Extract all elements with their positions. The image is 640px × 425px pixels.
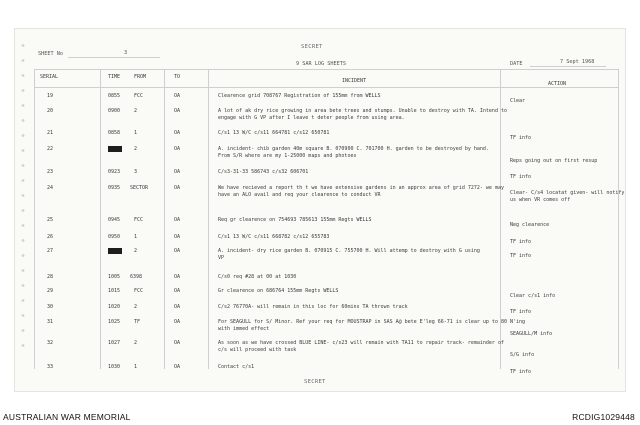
row-serial: 33 [47, 364, 54, 370]
institution-label: AUSTRALIAN WAR MEMORIAL [3, 412, 131, 422]
row-action-line: TF info [510, 174, 532, 180]
row-incident-line: A lot of ak dry rice growing in area bete trees and stumps. Unable to destroy with TA. Intend to [218, 108, 507, 114]
row-incident-line: A. incident- dry rice garden B. 070915 C. 755700 H. Will attemp to destroy with G using [218, 248, 480, 254]
sheet-underline [68, 57, 160, 58]
row-to: OA [174, 340, 181, 346]
row-serial: 30 [47, 304, 54, 310]
row-from: 1 [134, 234, 138, 240]
row-action-line: TF info [510, 135, 532, 141]
row-serial: 31 [47, 319, 54, 325]
col-divider-incident [208, 69, 209, 369]
col-header-action: ACTION [548, 81, 567, 87]
row-incident-line: From S/R where are my 1-25000 maps and photoes [218, 153, 357, 159]
row-incident-line: Req gr clearence on 754693 785613 155mm Regts WELLS [218, 217, 372, 223]
table-header-line [34, 87, 618, 88]
row-incident-line: Contact c/s1 [218, 364, 255, 370]
reference-id: RCDIG1029448 [572, 412, 635, 422]
col-header-serial: SERIAL [40, 74, 59, 80]
row-time: 1020 [108, 304, 121, 310]
row-time: 0923 [108, 169, 121, 175]
row-incident-line: A. incident- chib garden 40m square B. 070900 C. 701700 H. garden to be destroyed by hand. [218, 146, 489, 152]
row-incident-line: C/s1 13 W/C c/s11 668782 c/s12 655783 [218, 234, 330, 240]
row-time: 1025 [108, 319, 121, 325]
row-to: OA [174, 146, 181, 152]
row-to: OA [174, 274, 181, 280]
row-to: OA [174, 234, 181, 240]
row-incident-line: For SEAGULL for S/ Minor. Ref your req for MOUSTRAP in SAS A@ bete E'leg 66-71 is clear up to 80 N'ing [218, 319, 526, 325]
col-divider-to [164, 69, 165, 369]
row-incident-line: have an ALO avail and req your clearence to conduct VR [218, 192, 381, 198]
date-underline [530, 66, 606, 67]
col-divider-time [100, 69, 101, 369]
row-from: FCC [134, 288, 144, 294]
row-action-line: Reps going out on first resup [510, 158, 598, 164]
col-header-incident: INCIDENT [342, 78, 367, 84]
row-action-line: TF info [510, 369, 532, 375]
row-from: 2 [134, 108, 138, 114]
row-to: OA [174, 185, 181, 191]
row-from: 1 [134, 364, 138, 370]
row-action-line: SEAGULL/M info [510, 331, 553, 337]
row-serial: 29 [47, 288, 54, 294]
row-time: 1005 [108, 274, 121, 280]
row-time: 1015 [108, 288, 121, 294]
col-header-from: FROM [134, 74, 147, 80]
row-incident-line: C/s0 req #28 at 00 at 1030 [218, 274, 297, 280]
row-to: OA [174, 304, 181, 310]
row-incident-line: VP [218, 255, 225, 261]
row-from: 2 [134, 340, 138, 346]
row-serial: 24 [47, 185, 54, 191]
row-incident-line: C/s3-31-33 586743 c/s32 606701 [218, 169, 309, 175]
row-from: 2 [134, 304, 138, 310]
table-left-border [34, 69, 35, 369]
sheet-label: SHEET No [38, 51, 63, 57]
row-incident-line: We have recieved a report th t we have extensive gardens in an approx area of grid 7272- we may [218, 185, 504, 191]
row-time: 0858 [108, 130, 121, 136]
sheet-number: 3 [124, 50, 128, 56]
row-serial: 21 [47, 130, 54, 136]
row-from: 2 [134, 248, 138, 254]
binder-holes [20, 38, 26, 358]
row-time: 0915 [109, 146, 122, 152]
row-serial: 19 [47, 93, 54, 99]
row-from: FCC [134, 217, 144, 223]
row-action-line: Clear- C/s4 locatat given- will notify [510, 190, 625, 196]
date-value: 7 Sept 1968 [560, 59, 595, 65]
row-incident-line: C/s2 76770A- will remain in this loc for 60mins TA thrown track [218, 304, 408, 310]
col-header-time: TIME [108, 74, 121, 80]
row-from: SECTOR [130, 185, 149, 191]
row-incident-line: with immed effect [218, 326, 270, 332]
row-action-line: Clear [510, 98, 526, 104]
row-time: 0900 [108, 108, 121, 114]
row-to: OA [174, 319, 181, 325]
log-title: 9 SAR LOG SHEETS [296, 61, 346, 67]
row-incident-line: Clearence grid 708767 Registration of 155mm from WELLS [218, 93, 381, 99]
row-to: OA [174, 130, 181, 136]
row-time: 1027 [108, 340, 121, 346]
row-from: FCC [134, 93, 144, 99]
row-serial: 28 [47, 274, 54, 280]
classification-bottom: SECRET [304, 379, 326, 385]
row-to: OA [174, 169, 181, 175]
row-incident-line: C/s1 13 W/C c/s11 664781 c/s12 650781 [218, 130, 330, 136]
row-action-line: TF info [510, 239, 532, 245]
row-incident-line: engage with G VP after I leave t deter people from using area. [218, 115, 405, 121]
table-top-line [34, 69, 618, 70]
row-action-line: S/G info [510, 352, 535, 358]
table-right-border [618, 69, 619, 369]
row-time: 0951 [109, 248, 122, 254]
row-to: OA [174, 248, 181, 254]
row-action-line: TF info [510, 253, 532, 259]
row-from: 6398 [130, 274, 143, 280]
row-serial: 25 [47, 217, 54, 223]
row-action-line: us when VR comes off [510, 197, 571, 203]
row-incident-line: c/s will proceed with task [218, 347, 297, 353]
row-incident-line: Gr clearence on 686764 155mm Regts WELLS [218, 288, 339, 294]
log-sheet [14, 28, 626, 392]
row-serial: 22 [47, 146, 54, 152]
row-serial: 20 [47, 108, 54, 114]
row-to: OA [174, 288, 181, 294]
row-to: OA [174, 217, 181, 223]
row-action-line: Clear c/s1 info [510, 293, 556, 299]
row-time: 0855 [108, 93, 121, 99]
row-time: 0935 [108, 185, 121, 191]
row-from: TF [134, 319, 141, 325]
date-label: DATE [510, 61, 523, 67]
row-from: 3 [134, 169, 138, 175]
row-serial: 32 [47, 340, 54, 346]
row-action-line: TF info [510, 309, 532, 315]
row-time: 0945 [108, 217, 121, 223]
col-header-to: TO [174, 74, 181, 80]
row-incident-line: As soon as we have crossed BLUE LINE- c/s23 will remain with TA11 to repair track- remainder of [218, 340, 504, 346]
row-to: OA [174, 93, 181, 99]
row-to: OA [174, 364, 181, 370]
row-serial: 27 [47, 248, 54, 254]
row-to: OA [174, 108, 181, 114]
row-time: 1030 [108, 364, 121, 370]
row-from: 1 [134, 130, 138, 136]
classification-top: SECRET [301, 44, 323, 50]
row-from: 2 [134, 146, 138, 152]
row-serial: 23 [47, 169, 54, 175]
row-time: 0950 [108, 234, 121, 240]
row-serial: 26 [47, 234, 54, 240]
row-action-line: Neg clearence [510, 222, 550, 228]
